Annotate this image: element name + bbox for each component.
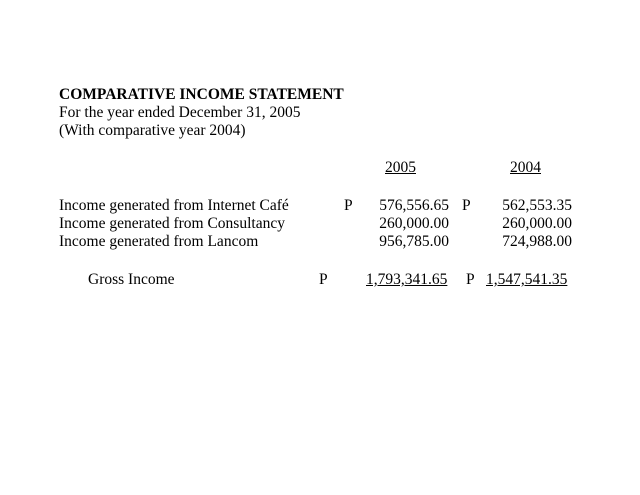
amount-2004: 724,988.00 bbox=[502, 233, 572, 250]
row-label: Income generated from Internet Café bbox=[59, 197, 289, 214]
amount-2005: 260,000.00 bbox=[379, 215, 449, 232]
total-2005: 1,793,341.65 bbox=[366, 271, 448, 288]
peso-sign: P bbox=[319, 271, 328, 288]
statement-note: (With comparative year 2004) bbox=[59, 122, 246, 139]
peso-sign: P bbox=[462, 197, 471, 214]
amount-2005: 956,785.00 bbox=[379, 233, 449, 250]
row-label: Income generated from Consultancy bbox=[59, 215, 285, 232]
row-label: Income generated from Lancom bbox=[59, 233, 259, 250]
statement-title: COMPARATIVE INCOME STATEMENT bbox=[59, 86, 344, 103]
column-header-2005: 2005 bbox=[385, 159, 416, 176]
column-header-2004: 2004 bbox=[510, 159, 541, 176]
peso-sign: P bbox=[344, 197, 353, 214]
total-label: Gross Income bbox=[88, 271, 175, 288]
statement-period: For the year ended December 31, 2005 bbox=[59, 104, 301, 121]
amount-2005: 576,556.65 bbox=[379, 197, 449, 214]
amount-2004: 260,000.00 bbox=[502, 215, 572, 232]
peso-sign: P bbox=[466, 271, 475, 288]
amount-2004: 562,553.35 bbox=[502, 197, 572, 214]
total-2004: 1,547,541.35 bbox=[486, 271, 568, 288]
